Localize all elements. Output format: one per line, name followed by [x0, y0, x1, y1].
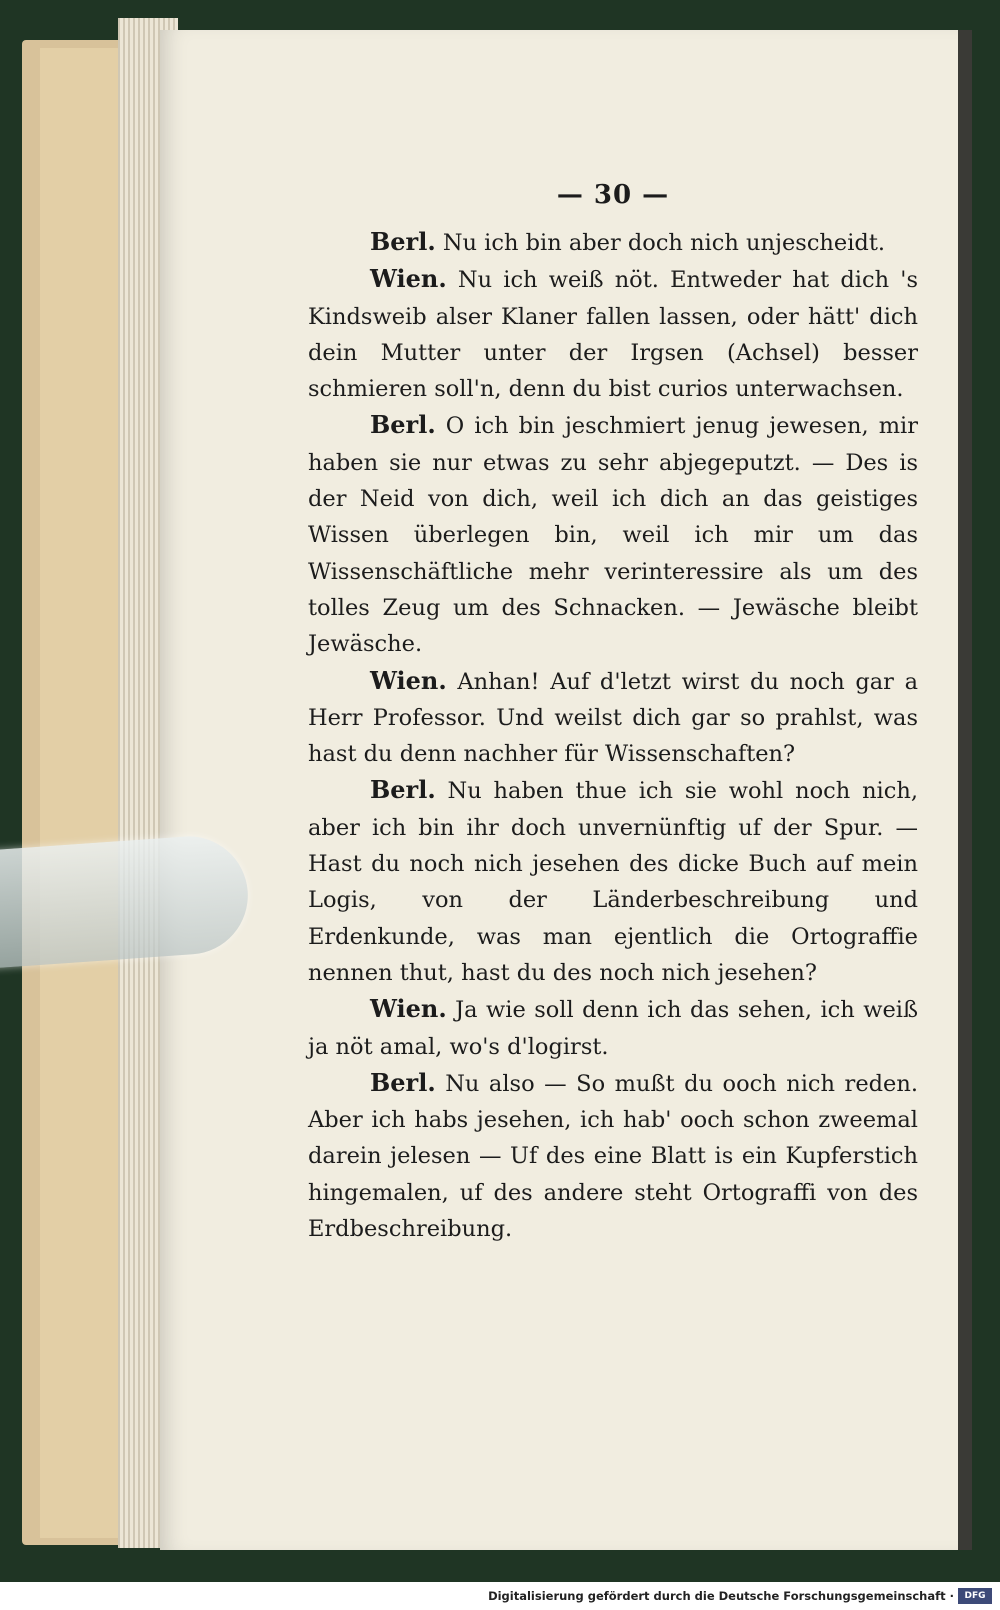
dialogue-text: Anhan! Auf d'letzt wirst du noch gar a Herr Professor. Und weilst dich gar so prahlst, was hast du denn nachher für Wissenschaften? — [308, 668, 918, 768]
speaker-label: Berl. — [370, 1067, 436, 1097]
dialogue-paragraph — [308, 663, 918, 773]
funding-credit: Digitalisierung gefördert durch die Deutsche Forschungsgemeinschaft · — [488, 1589, 954, 1603]
speaker-label: Wien. — [370, 665, 447, 695]
dialogue-text: Nu ich weiß nöt. Entweder hat dich 's Kindsweib alser Klaner fallen lassen, oder hätt' dich dein Mutter unter der Irgsen (Achsel) besser schmieren soll'n, denn du bist curios unterwachsen. — [308, 267, 918, 403]
dialogue-paragraph — [308, 991, 918, 1065]
dfg-logo: DFG — [958, 1588, 992, 1604]
speaker-label: Wien. — [370, 264, 447, 294]
dialogue-paragraph — [308, 261, 918, 407]
dialogue-text: Nu ich bin aber doch nich unjescheidt. — [435, 230, 886, 256]
speaker-label: Berl. — [370, 410, 436, 440]
page-text — [308, 180, 918, 1247]
digitization-footer — [0, 1582, 1000, 1610]
speaker-label: Berl. — [370, 227, 436, 256]
dialogue-text: Ja wie soll denn ich das sehen, ich weiß ja nöt amal, wo's d'logirst. — [308, 997, 918, 1060]
speaker-label: Berl. — [370, 775, 436, 805]
dialogue-paragraph — [308, 1065, 918, 1247]
page-right-shadow — [958, 30, 972, 1550]
dialogue-text: O ich bin jeschmiert jenug jewesen, mir haben sie nur etwas zu sehr abjegeputzt. — Des is der Neid von dich, weil ich dich an das geistiges Wissen überlegen bin, weil ich mir um das Wissenschäftliche mehr verinteressire als um des tolles Zeug um des Schnacken. — Jewäsche bleibt Jewäsche. — [308, 413, 918, 658]
dialogue-paragraph — [308, 772, 918, 991]
dialogue-paragraph — [308, 407, 918, 662]
dialogue-paragraph — [308, 224, 918, 261]
speaker-label: Wien. — [370, 994, 447, 1024]
dialogue-text: Nu also — So mußt du ooch nich reden. Aber ich habs jesehen, ich hab' ooch schon zweemal darein jelesen — Uf des eine Blatt is ein Kupferstich hingemalen, uf des andere steht Ortograffi von des Erdbeschreibung. — [308, 1070, 918, 1243]
dialogue-text: Nu haben thue ich sie wohl noch nich, aber ich bin ihr doch unvernünftig uf der Spur. — Hast du noch nich jesehen des dicke Buch auf mein Logis, von der Länderbeschreibung und Erdenkunde, was man ejentlich die Ortograffie nennen thut, hast du des noch nich jesehen? — [308, 778, 918, 986]
page-number: — 30 — — [556, 180, 670, 210]
